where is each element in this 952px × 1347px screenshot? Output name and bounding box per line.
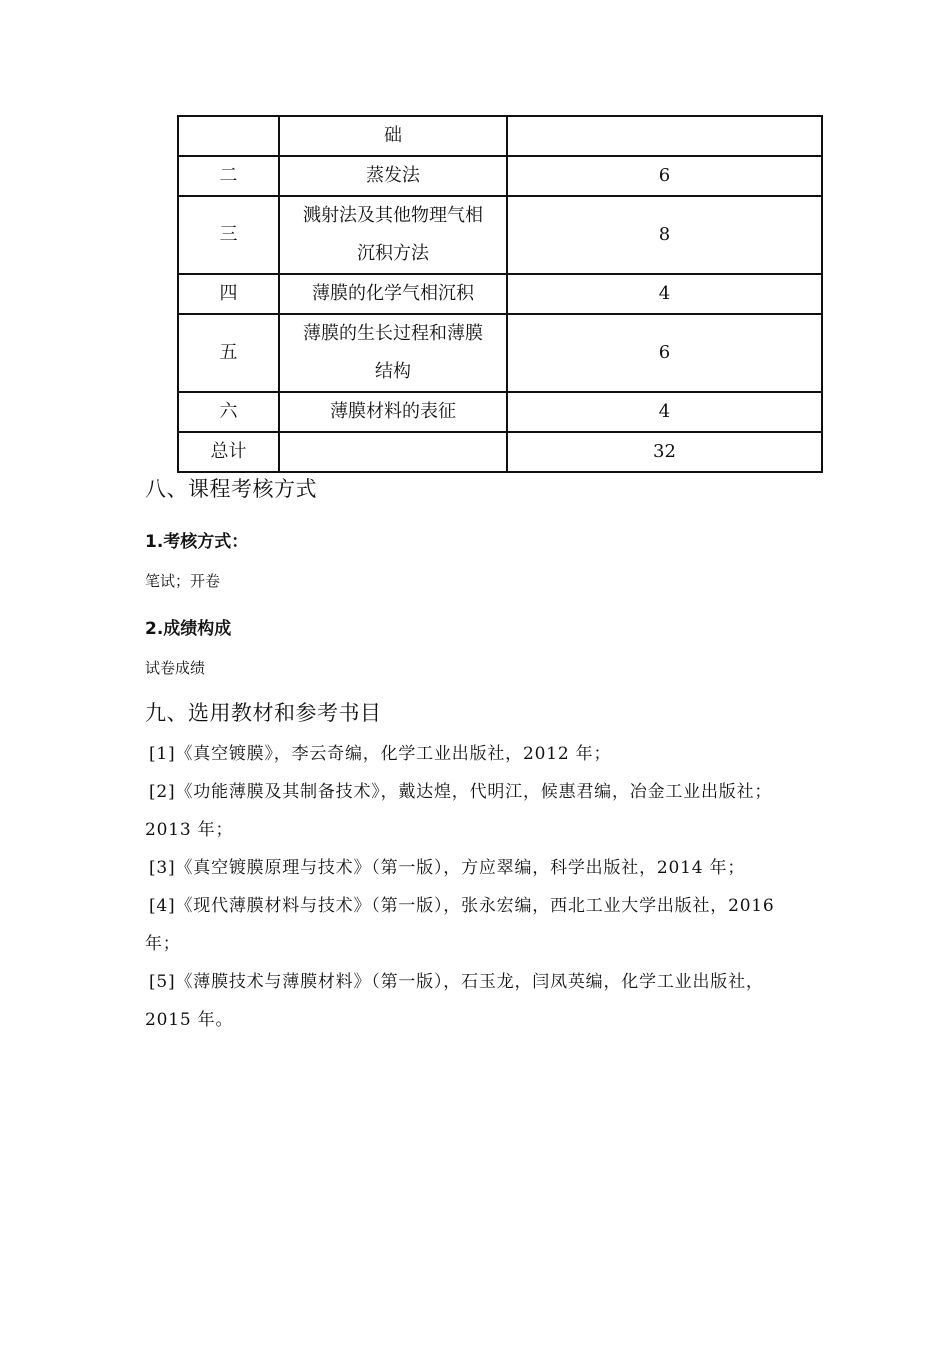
- table-row: [178, 314, 822, 392]
- chapter-topic: [279, 196, 507, 274]
- table-row: [178, 392, 822, 432]
- reference-line: 2013 年；: [145, 820, 234, 840]
- chapter-topic: [279, 274, 507, 314]
- reference-line: 年；: [145, 934, 181, 954]
- topic-line: 沉积方法: [357, 243, 429, 264]
- section-9-title: 九、选用教材和参考书目: [145, 701, 382, 725]
- chapter-topic: [279, 432, 507, 472]
- chapter-topic: [279, 116, 507, 156]
- chapter-hours: 6: [507, 156, 822, 196]
- topic-line: 结构: [375, 361, 411, 382]
- chapter-topic: [279, 314, 507, 392]
- topic-line: 薄膜的化学气相沉积: [312, 283, 474, 304]
- grade-composition-title: 2.成绩构成: [145, 619, 232, 639]
- topic-line: 薄膜的生长过程和薄膜: [303, 323, 483, 344]
- assessment-method-title: 1.考核方式：: [145, 532, 249, 552]
- chapter-hours: 8: [507, 196, 822, 274]
- assessment-method-text: 笔试；开卷: [145, 572, 221, 590]
- table-row: [178, 116, 822, 156]
- reference-line: 2015 年。: [145, 1010, 234, 1030]
- topic-line: 础: [384, 125, 402, 146]
- total-hours: 32: [507, 432, 822, 472]
- chapter-number: 二: [178, 156, 279, 196]
- course-schedule-table: [177, 115, 823, 473]
- chapter-topic: [279, 156, 507, 196]
- topic-line: 薄膜材料的表征: [330, 401, 456, 422]
- chapter-number: [178, 116, 279, 156]
- chapter-number: 四: [178, 274, 279, 314]
- reference-line: [1]《真空镀膜》，李云奇编，化学工业出版社，2012 年；: [149, 744, 612, 764]
- chapter-hours: 4: [507, 274, 822, 314]
- table-row: [178, 196, 822, 274]
- chapter-number: 五: [178, 314, 279, 392]
- chapter-number: 三: [178, 196, 279, 274]
- table-row-total: [178, 432, 822, 472]
- grade-composition-text: 试卷成绩: [145, 659, 206, 677]
- reference-line: [4]《现代薄膜材料与技术》（第一版），张永宏编，西北工业大学出版社，2016: [149, 896, 775, 916]
- chapter-hours: 6: [507, 314, 822, 392]
- topic-line: 溅射法及其他物理气相: [303, 205, 483, 226]
- reference-line: [2]《功能薄膜及其制备技术》，戴达煌，代明江，候惠君编，冶金工业出版社；: [149, 782, 773, 802]
- reference-line: [5]《薄膜技术与薄膜材料》（第一版），石玉龙，闫凤英编，化学工业出版社，: [149, 972, 764, 992]
- table-row: [178, 274, 822, 314]
- chapter-hours: 4: [507, 392, 822, 432]
- reference-list: [145, 735, 813, 1039]
- reference-line: [3]《真空镀膜原理与技术》（第一版），方应翠编，科学出版社，2014 年；: [149, 858, 746, 878]
- chapter-hours: [507, 116, 822, 156]
- table-row: [178, 156, 822, 196]
- chapter-topic: [279, 392, 507, 432]
- chapter-number: 六: [178, 392, 279, 432]
- total-label: 总计: [178, 432, 279, 472]
- section-8-title: 八、课程考核方式: [145, 477, 317, 501]
- topic-line: 蒸发法: [366, 165, 420, 186]
